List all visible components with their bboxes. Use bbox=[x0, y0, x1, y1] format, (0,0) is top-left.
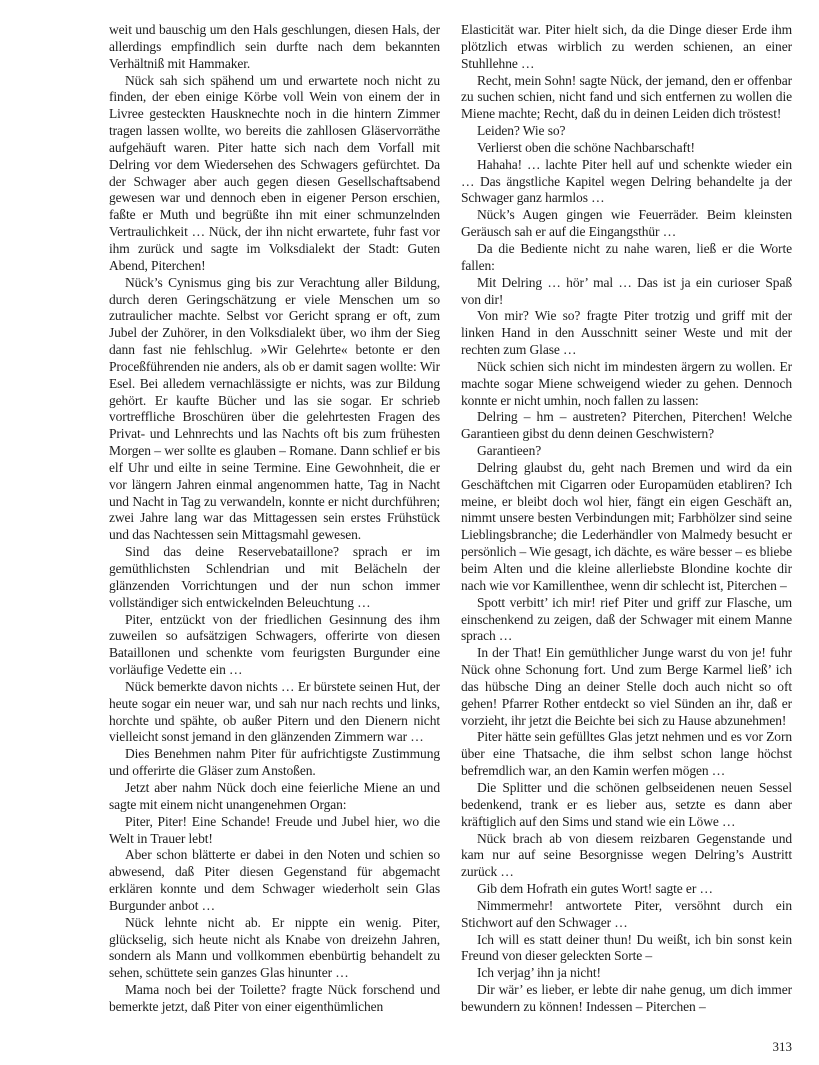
left-paragraph: Nück’s Cynismus ging bis zur Verachtung aller Bildung, durch deren Geringschätzung er viele Menschen um so zutraulicher machte. Selbst vor Gericht sprang er oft, zum Jubel der Zuhörer, in den Volksdialekt über, wo ihm der Sieg dann fast nie fehlschlug. »Wir Gelehrte« betonte er den Proceßführenden nie anders, als ob er damit sagen wollte: Wir Esel. Bei alledem vernachlässigte er nichts, was zur Bildung gehört. Er kaufte Bücher und las sie sogar. Er schrieb vortreffliche Broschüren über die gelehrtesten Fragen des Privat- und Lehnrechts und las Nachts oft bis zum frühesten Morgen – wer sollte es glauben – Romane. Dann schlief er bis elf Uhr und eilte in seine Termine. Eine Gewohnheit, die er vor längern Jahren einmal angenommen hatte, Tag in Nacht und Nacht in Tag zu verwandeln, konnte er nicht durchführen; zwei Jahre lang war das Mittagessen sein erstes Frühstück und das Nachtessen sein Mittagsmahl gewesen. bbox=[109, 274, 440, 543]
right-paragraph: Dir wär’ es lieber, er lebte dir nahe genug, um dich immer bewundern zu können! Indessen – Piterchen – bbox=[461, 982, 792, 1014]
left-text-column bbox=[109, 22, 440, 1016]
right-paragraph: Ich will es statt deiner thun! Du weißt, ich bin sonst kein Freund von dieser geleckten Sorte – bbox=[461, 931, 792, 964]
right-paragraph: Recht, mein Sohn! sagte Nück, der jemand, den er offenbar zu suchen schien, nicht fand und sich entfernen zu wollen die Miene machte; Recht, daß du in deinen Leiden dich tröstest! bbox=[461, 72, 792, 122]
left-paragraph: weit und bauschig um den Hals geschlungen, diesen Hals, der allerdings empfindlich sein durfte nach dem bekannten Verhältniß mit Hammaker. bbox=[109, 22, 440, 71]
left-paragraph: Nück lehnte nicht ab. Er nippte ein wenig. Piter, glückselig, sich heute nicht als Knabe von dreizehn Jahren, sondern als Mann und vollkommen ebenbürtig behandelt zu sehen, schüttete sein ganzes Glas hinunter … bbox=[109, 914, 440, 981]
left-paragraph: Mama noch bei der Toilette? fragte Nück forschend und bemerkte jetzt, daß Piter von einer eigenthümlichen bbox=[109, 982, 440, 1014]
right-paragraph: Hahaha! … lachte Piter hell auf und schenkte wieder ein … Das ängstliche Kapitel wegen Delring behandelte ja der Schwager ganz harmlos … bbox=[461, 156, 792, 206]
right-paragraph: Piter hätte sein gefülltes Glas jetzt nehmen und es vor Zorn über eine Thatsache, die ihm selbst schon lange höchst befremdlich war, an den Kamin werfen mögen … bbox=[461, 729, 792, 779]
right-paragraph: Verlierst oben die schöne Nachbarschaft! bbox=[477, 139, 695, 155]
right-paragraph: Leiden? Wie so? bbox=[477, 123, 566, 139]
right-paragraph: Nück schien sich nicht im mindesten ärgern zu wollen. Er machte sogar Miene schweigend wieder zu gehen. Dennoch konnte er nicht umhin, noch fallen zu lassen: bbox=[461, 358, 792, 408]
right-paragraph: Delring glaubst du, geht nach Bremen und wird da ein Geschäftchen mit Cigarren oder Europamüden etabliren? Ich meine, er bleibt doch wol hier, fängt ein eigen Geschäft an, nimmt unsere besten Verbindungen mit; Farbhölzer sind seine Lieblingsbranche; die Lederhändler von Malmedy besucht er persönlich – Wie gesagt, ich dächte, es wäre besser – es bliebe beim Alten und die kleine allerliebste Blondine kochte dir nach wie vor Kamillenthee, wenn dir schlecht ist, Piterchen – bbox=[461, 459, 792, 593]
right-paragraph: Die Splitter und die schönen gelbseidenen neuen Sessel bedenkend, trank er es lieber aus, setzte es dann aber kräftiglich auf den Sims und stand wie ein Löwe … bbox=[461, 779, 792, 829]
right-text-column bbox=[461, 22, 792, 1016]
right-paragraph: Nimmermehr! antwortete Piter, versöhnt durch ein Stichwort auf den Schwager … bbox=[461, 897, 792, 930]
left-paragraph: Piter, Piter! Eine Schande! Freude und Jubel hier, wo die Welt in Trauer lebt! bbox=[109, 813, 440, 846]
right-paragraph: Spott verbitt’ ich mir! rief Piter und griff zur Flasche, um einschenkend zu zeigen, daß der Schwager mit einem Manne sprach … bbox=[461, 594, 792, 644]
right-paragraph: Mit Delring … hör’ mal … Das ist ja ein curioser Spaß von dir! bbox=[461, 274, 792, 307]
right-paragraph: Nück brach ab von diesem reizbaren Gegenstande und kam nur auf seine Besorgnisse wegen Delring’s Austritt zurück … bbox=[461, 830, 792, 880]
left-paragraph: Nück bemerkte davon nichts … Er bürstete seinen Hut, der heute sogar ein neuer war, und sah nur nach rechts und links, horchte und spähte, ob außer Pitern und den Dienern nicht vielleicht sonst jemand in den glänzenden Zimmern war … bbox=[109, 678, 440, 745]
right-paragraph: In der That! Ein gemüthlicher Junge warst du von je! fuhr Nück ohne Schonung fort. Und zum Berge Karmel ließ’ ich das hübsche Ding an deiner Stelle doch auch nicht so oft gehen! Pfarrer Rother entdeckt so viel Sünden an ihr, daß er vorzieht, ihr jetzt die Beichte bei sich zu Hause abzunehmen! bbox=[461, 645, 792, 728]
right-paragraph: Ich verjag’ ihn ja nicht! bbox=[477, 965, 601, 981]
right-paragraph: Gib dem Hofrath ein gutes Wort! sagte er … bbox=[477, 881, 713, 897]
page-number: 313 bbox=[772, 1039, 792, 1054]
left-paragraph: Piter, entzückt von der friedlichen Gesinnung des ihm zuweilen so aufsätzigen Schwagers, offerirte von diesen Bataillonen und schenkte vom feurigsten Burgunder eine vorläufige Vedette ein … bbox=[109, 611, 440, 678]
left-paragraph: Nück sah sich spähend um und erwartete noch nicht zu finden, der eben einige Körbe voll Wein von einem der in Livree gesteckten Hausknechte noch in die hintern Zimmer tragen lassen wollte, wo bereits die zahllosen Gläservorräthe aufgehäuft waren. Piter hatte sich nach dem Vorfall mit Delring vor dem Wiedersehen des Schwagers gefürchtet. Da der Schwager aber auch gegen diesen Gesellschaftsabend gewesen war und dennoch eben in eigener Person erschien, faßte er Muth und begrüßte ihn mit einer schmunzelnden Vertraulichkeit … Nück, der ihn nicht erwartete, fuhr fast vor ihm zurück und sagte im Volksdialekt der Stadt: Guten Abend, Piterchen! bbox=[109, 72, 440, 273]
left-paragraph: Jetzt aber nahm Nück doch eine feierliche Miene an und sagte mit einem nicht unangenehmen Organ: bbox=[109, 779, 440, 812]
right-paragraph: Da die Bediente nicht zu nahe waren, ließ er die Worte fallen: bbox=[461, 240, 792, 273]
right-paragraph: Von mir? Wie so? fragte Piter trotzig und griff mit der linken Hand in den Ausschnitt seiner Weste und mit der rechten zum Glase … bbox=[461, 308, 792, 358]
right-paragraph: Elasticität war. Piter hielt sich, da die Dinge dieser Erde ihm plötzlich etwas wirblich zu werden schienen, an einer Stuhllehne … bbox=[461, 22, 792, 71]
left-paragraph: Aber schon blätterte er dabei in den Noten und schien so abwesend, daß Piter diesen Gegenstand für abgemacht erklären konnte und dem Schwager wiederholt sein Glas Burgunder anbot … bbox=[109, 847, 440, 913]
right-paragraph: Delring – hm – austreten? Piterchen, Piterchen! Welche Garantieen gibst du denn deinen Geschwistern? bbox=[461, 409, 792, 442]
right-paragraph: Garantieen? bbox=[477, 443, 542, 459]
left-paragraph: Dies Benehmen nahm Piter für aufrichtigste Zustimmung und offerirte die Gläser zum Anstoßen. bbox=[109, 746, 440, 779]
left-paragraph: Sind das deine Reservebataillone? sprach er im gemüthlichsten Schlendrian und mit Belächeln der glänzenden Vorrichtungen und der nun schon immer vollständiger sich entwickelnden Beleuchtung … bbox=[109, 544, 440, 610]
right-paragraph: Nück’s Augen gingen wie Feuerräder. Beim kleinsten Geräusch sah er auf die Eingangsthür … bbox=[461, 207, 792, 240]
